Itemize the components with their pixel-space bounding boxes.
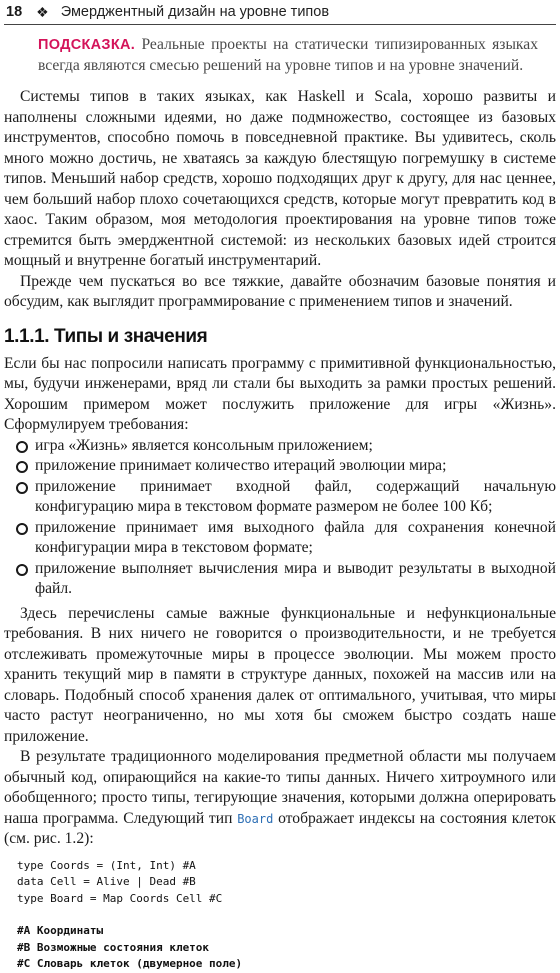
paragraph: Если бы нас попросили написать программу с примитивной функциональностью, мы, будучи инженерами, вряд ли стали бы выходить за рамки простых решений. Хорошим примером может послужить приложение для игры «Жизнь». Сформулируем требования:: [4, 354, 556, 436]
list-item: приложение принимает входной файл, содержащий начальную конфигурацию мира в текстовом формате размером не более 100 Кб;: [4, 477, 556, 518]
list-item: приложение принимает количество итераций эволюции мира;: [4, 456, 556, 477]
code-annotation: #A Координаты: [17, 923, 556, 940]
list-item: приложение принимает имя выходного файла для сохранения конечной конфигурации мира в текстовом формате;: [4, 518, 556, 559]
chapter-title: Эмерджентный дизайн на уровне типов: [61, 4, 329, 20]
hint-box: [38, 35, 538, 76]
code-line: type Coords = (Int, Int) #A: [17, 858, 556, 875]
code-annotation: #B Возможные состояния клеток: [17, 940, 556, 957]
running-header: [4, 0, 556, 25]
paragraph: В результате традиционного моделирования предметной области мы получаем обычный код, опирающийся на какие-то типы данных. Ничего хитроумного или обобщенного; просто типы, тегирующие значения, которыми должна оперировать наша программа. Следующий тип Board отображает индексы на состояния клеток (см. рис. 1.2):: [4, 747, 556, 850]
requirements-list: [4, 436, 556, 600]
inline-code: Board: [237, 812, 273, 826]
hint-text: Реальные проекты на статически типизированных языках всегда являются смесью решений на уровне типов и на уровне значений.: [38, 36, 538, 74]
circle-bullet-icon: [16, 564, 28, 576]
circle-bullet-icon: [16, 441, 28, 453]
circle-bullet-icon: [16, 482, 28, 494]
circle-bullet-icon: [16, 523, 28, 535]
paragraph: Системы типов в таких языках, как Haskell и Scala, хорошо развиты и наполнены сложными идеями, но даже подмножество, состоящее из базовых инструментов, способно помочь в повседневной практике. Вы удивитесь, сколь много можно достичь, не хватаясь за каждую блестящую погремушку в системе типов. Меньший набор средств, хорошо подходящих друг к другу, для нас ценнее, чем больший набор плохо сочетающихся средств, которые могут превратить код в хаос. Таким образом, моя методология проектирования на уровне типов тоже стремится быть эмерджентной системой: из нескольких базовых идей строится мощный и внутренне богатый инструментарий.: [4, 87, 556, 272]
hint-label: ПОДСКАЗКА.: [38, 37, 135, 53]
code-spacer: [17, 907, 556, 923]
section-heading: 1.1.1. Типы и значения: [4, 326, 556, 348]
code-annotation: #C Словарь клеток (двумерное поле): [17, 956, 556, 973]
ornament-icon: ❖: [36, 4, 49, 21]
paragraph: Прежде чем пускаться во все тяжкие, давайте обозначим базовые понятия и обсудим, как выглядит программирование с применением типов и значений.: [4, 272, 556, 313]
code-line: type Board = Map Coords Cell #C: [17, 891, 556, 908]
code-listing: [17, 858, 556, 973]
list-item: игра «Жизнь» является консольным приложением;: [4, 436, 556, 457]
intro-paragraphs: [4, 87, 556, 313]
page-number: 18: [6, 4, 22, 20]
paragraph: Здесь перечислены самые важные функциональные и нефункциональные требования. В них ничего не говорится о производительности, и не требуется отслеживать промежуточные миры в процессе эволюции. Мы можем просто хранить текущий мир в памяти в структуре данных, похожей на массив или на словарь. Подобный способ хранения далек от оптимального, учитывая, что миры часто растут неограниченно, но мы хотя бы сможем быстро создать наше приложение.: [4, 604, 556, 748]
code-line: data Cell = Alive | Dead #B: [17, 874, 556, 891]
list-item: приложение выполняет вычисления мира и выводит результаты в выходной файл.: [4, 559, 556, 600]
circle-bullet-icon: [16, 461, 28, 473]
